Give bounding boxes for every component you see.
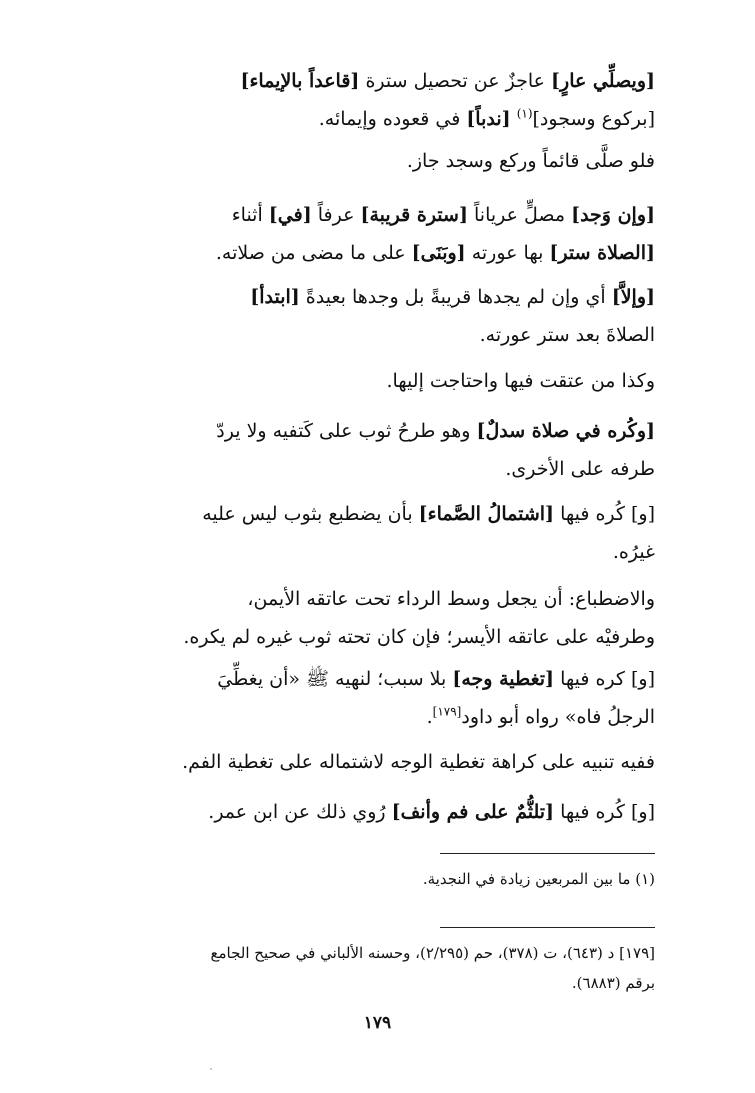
- line: [182, 751, 655, 773]
- text-run: بها عورته: [465, 242, 550, 264]
- footnote-marker: [١٧٩]: [432, 704, 462, 719]
- line: [613, 541, 655, 563]
- line: [216, 242, 655, 264]
- footnote-separator: [440, 927, 655, 928]
- text-run: والاضطباع: أن يجعل وسط الرداء تحت عاتقه الأيمن،: [247, 588, 655, 610]
- line: [217, 668, 655, 690]
- text-run: عاجزٌ عن تحصيل سترة: [359, 70, 552, 92]
- scan-speck: [210, 1068, 212, 1070]
- paragraph-2: [95, 142, 655, 180]
- bold-term: [ويصلِّي عارٍ]: [551, 70, 655, 92]
- bold-term: [قاعداً بالإيماء]: [240, 70, 360, 92]
- line: [480, 324, 655, 346]
- line: [505, 458, 655, 480]
- text-run: طرفه على الأخرى.: [505, 458, 655, 480]
- bold-term: [وبَنَى]: [411, 242, 466, 264]
- text-run: الصلاةَ بعد ستر عورته.: [479, 324, 655, 346]
- line: [216, 420, 655, 442]
- text-run: أثناء: [231, 204, 269, 226]
- text-run: .: [426, 706, 433, 728]
- text-run: في قعوده وإيمائه.: [318, 108, 467, 130]
- bold-term: [تلثُّمٌ على فم وأنف]: [391, 801, 555, 823]
- paragraph-8: [95, 580, 655, 656]
- bold-term: [الصلاة ستر]: [549, 242, 655, 264]
- bold-term: [وإلاَّ]: [611, 286, 655, 308]
- text-run: [و] كُره فيها: [554, 801, 655, 823]
- paragraph-10: [95, 743, 655, 781]
- line: [240, 70, 655, 92]
- bold-term: [وإن وَجد]: [571, 204, 655, 226]
- footnote-2: [95, 938, 655, 998]
- text-run: وطرفيْه على عاتقه الأيسر؛ فإن كان تحته ثوب غيره لم يكره.: [183, 626, 655, 648]
- text-run: مصلٍّ عرياناً: [467, 204, 572, 226]
- paragraph-11: [95, 793, 655, 831]
- bold-term: [في]: [268, 204, 312, 226]
- paragraph-6: [95, 412, 655, 488]
- text-run: الرجلُ فاه» رواه أبو داود: [461, 706, 655, 728]
- footnote-marker: (١): [516, 106, 533, 121]
- paragraph-3: [95, 196, 655, 272]
- paragraph-5: [95, 362, 655, 400]
- bold-term: [تغطية وجه]: [452, 668, 555, 690]
- text-run: [و] كره فيها: [554, 668, 655, 690]
- footnote-line: (١) ما بين المربعين زيادة في النجدية.: [422, 870, 655, 888]
- text-run: فلو صلَّى قائماً وركع وسجد جاز.: [406, 150, 655, 172]
- line: [247, 588, 655, 610]
- text-run: بأن يضطبع بثوب ليس عليه: [202, 503, 419, 525]
- bold-term: [ابتدأ]: [250, 286, 300, 308]
- line: [202, 503, 655, 525]
- bold-term: [اشتمالُ الصَّماء]: [418, 503, 555, 525]
- footnote-line: [١٧٩] د (٦٤٣)، ت (٣٧٨)، حم (٢/٢٩٥)، وحسنه الألباني في صحيح الجامع: [210, 944, 655, 962]
- footnote-line: برقم (٦٨٨٣).: [571, 974, 655, 992]
- text-run: غيرُه.: [612, 541, 655, 563]
- paragraph-1: [95, 62, 655, 138]
- text-run: وكذا من عتقت فيها واحتاجت إليها.: [386, 370, 655, 392]
- line: [208, 801, 655, 823]
- text-run: على ما مضى من صلاته.: [215, 242, 412, 264]
- line: [250, 286, 655, 308]
- bold-term: [سترة قريبة]: [360, 204, 468, 226]
- text-run: بلا سبب؛ لنهيه ﷺ «أن يغطِّيَ: [217, 668, 453, 690]
- line: [183, 626, 655, 648]
- text-run: ففيه تنبيه على كراهة تغطية الوجه لاشتماله على تغطية الفم.: [182, 751, 655, 773]
- text-run: [و] كُره فيها: [554, 503, 655, 525]
- line: [232, 204, 655, 226]
- line: [319, 108, 655, 130]
- bold-term: [وكُره في صلاة سدلٌ]: [476, 420, 655, 442]
- page-number: ١٧٩: [363, 1013, 392, 1033]
- paragraph-7: [95, 495, 655, 571]
- line: [386, 370, 655, 392]
- text-run: رُوي ذلك عن ابن عمر.: [208, 801, 392, 823]
- text-run: أي وإن لم يجدها قريبةً بل وجدها بعيدةً: [299, 286, 612, 308]
- footnote-1: [95, 864, 655, 894]
- footnote-separator: [440, 853, 655, 854]
- text-run: عرفاً: [311, 204, 361, 226]
- line: [407, 150, 655, 172]
- paragraph-9: [95, 660, 655, 736]
- bold-term: [ندباً]: [466, 108, 511, 130]
- text-run: [بركوع وسجود]: [532, 108, 655, 130]
- line: [427, 706, 655, 728]
- text-run: وهو طرحُ ثوب على كَتفيه ولا يردّ: [216, 420, 477, 442]
- paragraph-4: [95, 278, 655, 354]
